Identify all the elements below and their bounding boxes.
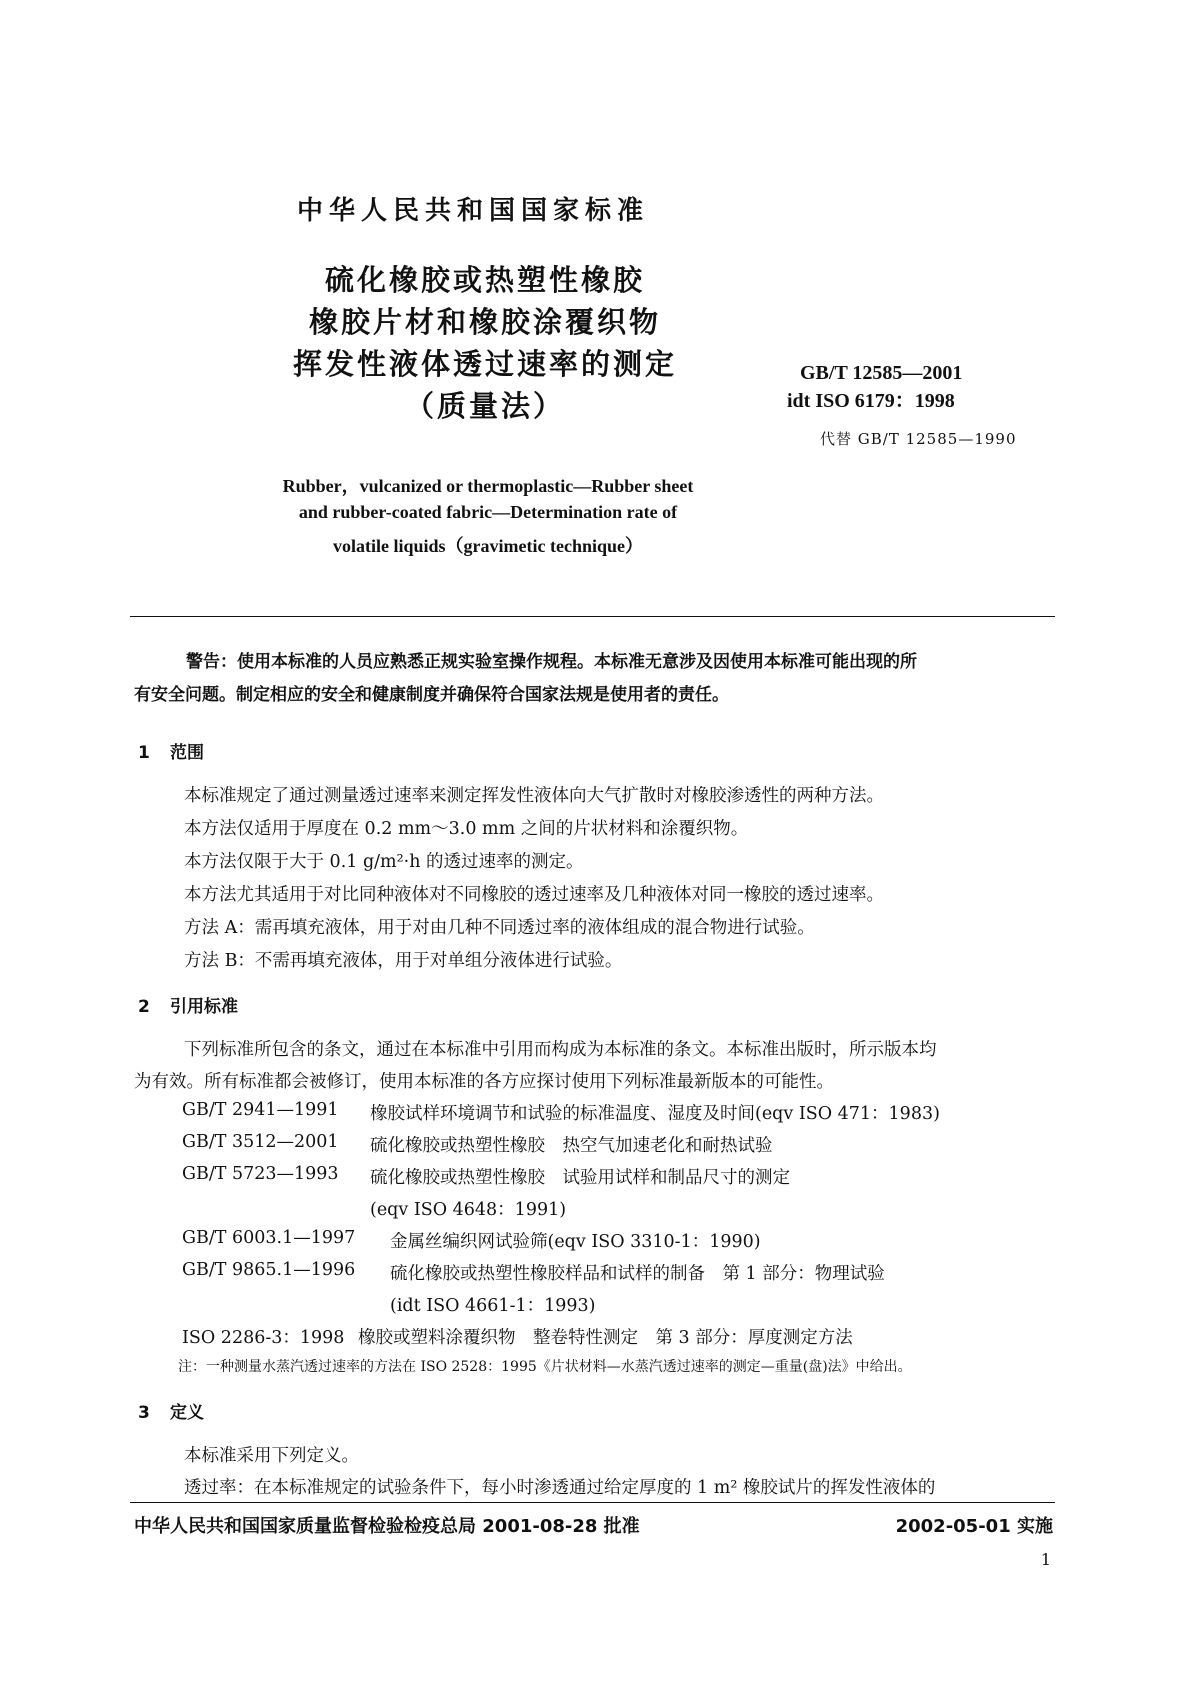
section-title: 范围 — [170, 743, 204, 763]
section-2-heading — [138, 992, 238, 1017]
reference-code: GB/T 6003.1—1997 — [182, 1228, 356, 1248]
section-2-note: 注：一种测量水蒸汽透过速率的方法在 ISO 2528：1995《片状材料—水蒸汽透过速率的测定—重量(盘)法》中给出。 — [178, 1359, 912, 1375]
section-3-paragraph: 透过率：在本标准规定的试验条件下，每小时渗透通过给定厚度的 1 m² 橡胶试片的挥发性液体的 — [184, 1478, 936, 1498]
reference-title: 橡胶试样环境调节和试验的标准温度、湿度及时间(eqv ISO 471：1983) — [370, 1104, 940, 1124]
identical-iso-code: idt ISO 6179：1998 — [787, 390, 955, 412]
english-title-line-1: Rubber，vulcanized or thermoplastic—Rubber sheet — [282, 476, 694, 496]
standard-code: GB/T 12585—2001 — [800, 362, 963, 384]
title-line-4: （质量法） — [404, 389, 565, 423]
section-title: 定义 — [170, 1403, 204, 1423]
replaces-standard: 代替 GB/T 12585—1990 — [820, 430, 1017, 448]
reference-code: GB/T 3512—2001 — [182, 1132, 339, 1152]
implementation-date: 2002-05-01 实施 — [895, 1516, 1053, 1537]
reference-title: 硫化橡胶或热塑性橡胶 热空气加速老化和耐热试验 — [370, 1136, 773, 1156]
reference-title-continued: (eqv ISO 4648：1991) — [370, 1200, 567, 1220]
reference-title: 硫化橡胶或热塑性橡胶样品和试样的制备 第 1 部分：物理试验 — [390, 1264, 885, 1284]
page-number: 1 — [1040, 1550, 1051, 1569]
warning-line-2: 有安全问题。制定相应的安全和健康制度并确保符合国家法规是使用者的责任。 — [134, 685, 729, 705]
reference-code: GB/T 9865.1—1996 — [182, 1260, 356, 1280]
section-1-paragraph: 方法 A：需再填充液体，用于对由几种不同透过率的液体组成的混合物进行试验。 — [184, 918, 815, 938]
section-number: 3 — [138, 1403, 150, 1423]
section-number: 1 — [138, 743, 150, 763]
warning-line-1: 警告：使用本标准的人员应熟悉正规实验室操作规程。本标准无意涉及因使用本标准可能出现的所 — [186, 652, 917, 672]
section-3-paragraph: 本标准采用下列定义。 — [184, 1446, 359, 1466]
section-number: 2 — [138, 997, 150, 1017]
section-title: 引用标准 — [170, 997, 238, 1017]
approval-statement: 中华人民共和国国家质量监督检验检疫总局 2001-08-28 批准 — [134, 1516, 640, 1537]
title-line-2: 橡胶片材和橡胶涂覆织物 — [308, 305, 661, 339]
section-1-heading — [138, 738, 204, 763]
reference-title: 硫化橡胶或热塑性橡胶 试验用试样和制品尺寸的测定 — [370, 1168, 790, 1188]
header-divider — [130, 616, 1055, 617]
title-line-3: 挥发性液体透过速率的测定 — [292, 347, 677, 381]
reference-title-continued: (idt ISO 4661-1：1993) — [390, 1296, 596, 1316]
reference-code: GB/T 5723—1993 — [182, 1164, 339, 1184]
section-1-paragraph: 本方法尤其适用于对比同种液体对不同橡胶的透过速率及几种液体对同一橡胶的透过速率。 — [184, 885, 884, 905]
title-line-1: 硫化橡胶或热塑性橡胶 — [324, 263, 645, 297]
section-1-paragraph: 本方法仅限于大于 0.1 g/m²·h 的透过速率的测定。 — [184, 852, 584, 872]
national-standard-heading: 中华人民共和国国家标准 — [297, 196, 650, 226]
section-1-paragraph: 方法 B：不需再填充液体，用于对单组分液体进行试验。 — [184, 951, 623, 971]
english-title-line-2: and rubber-coated fabric—Determination rate of — [298, 502, 678, 522]
footer-divider — [130, 1502, 1055, 1503]
english-title-line-3: volatile liquids（gravimetic technique） — [333, 536, 643, 556]
reference-title: 橡胶或塑料涂覆织物 整卷特性测定 第 3 部分：厚度测定方法 — [358, 1328, 853, 1348]
section-3-heading — [138, 1398, 204, 1423]
warning-paragraph — [134, 646, 1054, 712]
reference-code: GB/T 2941—1991 — [182, 1100, 339, 1120]
section-1-paragraph: 本方法仅适用于厚度在 0.2 mm～3.0 mm 之间的片状材料和涂覆织物。 — [184, 819, 749, 839]
reference-title: 金属丝编织网试验筛(eqv ISO 3310-1：1990) — [390, 1232, 761, 1252]
section-2-intro-line-1: 下列标准所包含的条文，通过在本标准中引用而构成为本标准的条文。本标准出版时，所示版本均 — [184, 1040, 937, 1060]
section-1-paragraph: 本标准规定了通过测量透过速率来测定挥发性液体向大气扩散时对橡胶渗透性的两种方法。 — [184, 786, 884, 806]
reference-code: ISO 2286-3：1998 — [182, 1328, 345, 1348]
section-2-intro-line-2: 为有效。所有标准都会被修订，使用本标准的各方应探讨使用下列标准最新版本的可能性。 — [134, 1072, 834, 1092]
